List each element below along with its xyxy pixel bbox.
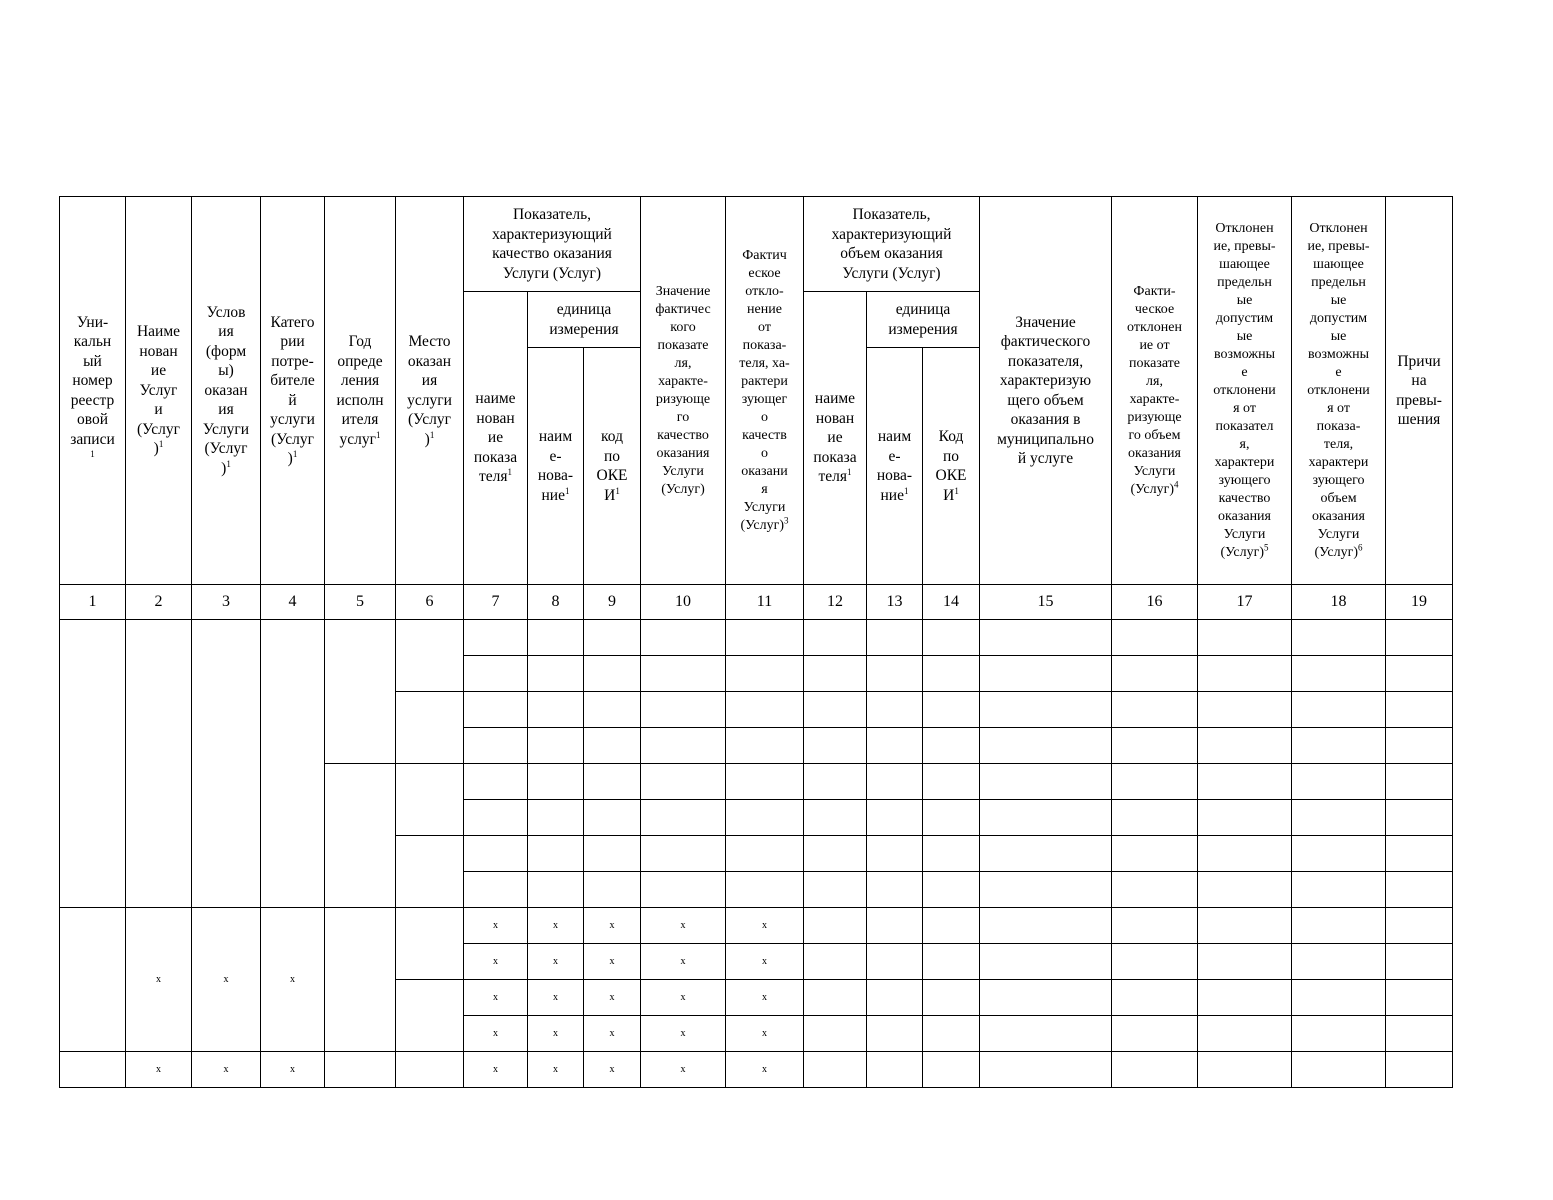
- table-cell[interactable]: [1386, 1016, 1453, 1052]
- table-cell[interactable]: [528, 836, 584, 872]
- table-cell[interactable]: [1112, 656, 1198, 692]
- table-row: [60, 620, 1453, 656]
- x-mark: x: [528, 908, 584, 944]
- table-cell[interactable]: [726, 692, 804, 728]
- table-cell[interactable]: [1112, 1052, 1198, 1088]
- x-mark: x: [261, 1052, 325, 1088]
- table-cell[interactable]: [1112, 692, 1198, 728]
- table-cell[interactable]: [641, 692, 726, 728]
- table-cell[interactable]: [584, 836, 641, 872]
- table-cell[interactable]: [1198, 1052, 1292, 1088]
- table-cell[interactable]: [60, 620, 126, 908]
- x-mark: x: [192, 1052, 261, 1088]
- table-cell[interactable]: [867, 764, 923, 800]
- column-number-row: [60, 585, 1453, 620]
- header-provider-year: Год опреде ления исполн ителя услуг$^1$: [325, 197, 396, 585]
- header-registry-number: Уни- кальн ый номер реестр овой записи $^1$: [60, 197, 126, 585]
- table-cell[interactable]: [584, 764, 641, 800]
- table-cell[interactable]: [528, 764, 584, 800]
- table-cell[interactable]: [1198, 908, 1292, 944]
- table-cell[interactable]: [804, 980, 867, 1016]
- table-cell[interactable]: [923, 944, 980, 980]
- table-cell[interactable]: [464, 656, 528, 692]
- table-cell[interactable]: [980, 656, 1112, 692]
- table-cell[interactable]: [1112, 728, 1198, 764]
- table-cell[interactable]: [980, 764, 1112, 800]
- table-cell[interactable]: [867, 1016, 923, 1052]
- table-cell[interactable]: [1112, 908, 1198, 944]
- table-cell[interactable]: [980, 1052, 1112, 1088]
- header-service-place: Место оказан ия услуги (Услуг )$^1$: [396, 197, 464, 585]
- table-cell[interactable]: [1198, 656, 1292, 692]
- table-cell[interactable]: [923, 908, 980, 944]
- header-volume-indicator-group: Показатель, характеризующий объем оказания Услуги (Услуг): [804, 197, 980, 292]
- table-cell[interactable]: [641, 728, 726, 764]
- table-cell[interactable]: [1386, 692, 1453, 728]
- table-cell[interactable]: [1292, 728, 1386, 764]
- table-cell[interactable]: [126, 620, 192, 908]
- x-mark: x: [584, 1052, 641, 1088]
- table-cell[interactable]: [1112, 944, 1198, 980]
- header-quality-unit-name: наим е- нова- ние$^1$: [528, 348, 584, 585]
- table-cell[interactable]: [867, 620, 923, 656]
- table-cell[interactable]: [396, 1052, 464, 1088]
- table-cell[interactable]: [980, 836, 1112, 872]
- table-cell[interactable]: [584, 728, 641, 764]
- table-cell[interactable]: [528, 620, 584, 656]
- table-cell[interactable]: [726, 872, 804, 908]
- x-mark: x: [528, 1016, 584, 1052]
- table-cell[interactable]: [980, 692, 1112, 728]
- table-cell[interactable]: [1386, 944, 1453, 980]
- table-cell[interactable]: [1386, 1052, 1453, 1088]
- table-cell[interactable]: [980, 908, 1112, 944]
- table-cell[interactable]: [867, 800, 923, 836]
- table-cell[interactable]: [1386, 620, 1453, 656]
- header-service-conditions: Услов ия (форм ы) оказан ия Услуги (Услуг )$^1$: [192, 197, 261, 585]
- report-table: [59, 196, 1453, 1088]
- x-mark: x: [528, 1052, 584, 1088]
- table-cell[interactable]: [464, 872, 528, 908]
- column-number: 6: [396, 585, 464, 620]
- table-cell[interactable]: [923, 692, 980, 728]
- table-cell[interactable]: [1198, 836, 1292, 872]
- table-cell[interactable]: [1198, 872, 1292, 908]
- x-mark: x: [464, 980, 528, 1016]
- table-cell[interactable]: [726, 764, 804, 800]
- table-cell[interactable]: [1292, 836, 1386, 872]
- x-mark: x: [726, 1052, 804, 1088]
- x-mark: x: [528, 980, 584, 1016]
- table-cell[interactable]: [804, 944, 867, 980]
- table-cell[interactable]: [396, 908, 464, 980]
- table-cell[interactable]: [1292, 944, 1386, 980]
- table-cell[interactable]: [980, 728, 1112, 764]
- x-mark: x: [464, 1016, 528, 1052]
- table-cell[interactable]: [641, 872, 726, 908]
- table-cell[interactable]: [584, 800, 641, 836]
- table-cell[interactable]: [584, 872, 641, 908]
- x-mark: x: [726, 944, 804, 980]
- table-cell[interactable]: [1292, 656, 1386, 692]
- column-number: 16: [1112, 585, 1198, 620]
- table-cell[interactable]: [641, 764, 726, 800]
- x-mark: x: [464, 1052, 528, 1088]
- table-cell[interactable]: [528, 872, 584, 908]
- table-row: [60, 908, 1453, 944]
- table-cell[interactable]: [1386, 980, 1453, 1016]
- table-cell[interactable]: [1112, 980, 1198, 1016]
- table-cell[interactable]: [867, 980, 923, 1016]
- table-cell[interactable]: [923, 656, 980, 692]
- column-number: 4: [261, 585, 325, 620]
- table-cell[interactable]: [804, 872, 867, 908]
- table-cell[interactable]: [923, 872, 980, 908]
- table-cell[interactable]: [980, 980, 1112, 1016]
- table-cell[interactable]: [464, 764, 528, 800]
- table-cell[interactable]: [325, 620, 396, 764]
- table-cell[interactable]: [980, 872, 1112, 908]
- table-cell[interactable]: [528, 692, 584, 728]
- column-number: 13: [867, 585, 923, 620]
- table-cell[interactable]: [980, 800, 1112, 836]
- header-quality-actual-deviation: Фактич еское откло- нение от показа- теля, ха- рактери зующег о качеств о оказани я Услуги (Услуг)$^3$: [726, 197, 804, 585]
- table-cell[interactable]: [1198, 800, 1292, 836]
- x-mark: x: [192, 908, 261, 1052]
- table-cell[interactable]: [396, 980, 464, 1052]
- table-cell[interactable]: [584, 692, 641, 728]
- header-service-name: Наиме нован ие Услуг и (Услуг )$^1$: [126, 197, 192, 585]
- table-cell[interactable]: [726, 656, 804, 692]
- table-cell[interactable]: [923, 1016, 980, 1052]
- table-cell[interactable]: [867, 836, 923, 872]
- table-cell[interactable]: [867, 692, 923, 728]
- x-mark: x: [584, 1016, 641, 1052]
- column-number: 17: [1198, 585, 1292, 620]
- table-cell[interactable]: [923, 620, 980, 656]
- table-cell[interactable]: [726, 836, 804, 872]
- table-cell[interactable]: [1292, 908, 1386, 944]
- table-cell[interactable]: [726, 800, 804, 836]
- table-cell[interactable]: [804, 764, 867, 800]
- x-mark: x: [464, 908, 528, 944]
- table-cell[interactable]: [1386, 836, 1453, 872]
- table-cell[interactable]: [1386, 728, 1453, 764]
- header-consumer-categories: Катего рии потре- бителе й услуги (Услуг )$^1$: [261, 197, 325, 585]
- table-cell[interactable]: [1292, 980, 1386, 1016]
- column-number: 8: [528, 585, 584, 620]
- header-quality-excess-deviation: Отклонен ие, превы- шающее предельн ые допустим ые возможны е отклонени я от показател я, характери зующего качество оказания Услуги (Услуг)$^5$: [1198, 197, 1292, 585]
- table-cell[interactable]: [804, 836, 867, 872]
- table-cell[interactable]: [325, 764, 396, 908]
- table-cell[interactable]: [804, 728, 867, 764]
- table-cell[interactable]: [1292, 872, 1386, 908]
- x-mark: x: [584, 944, 641, 980]
- table-row: [60, 1052, 1453, 1088]
- table-cell[interactable]: [923, 980, 980, 1016]
- table-cell[interactable]: [980, 620, 1112, 656]
- table-cell[interactable]: [1112, 1016, 1198, 1052]
- table-cell[interactable]: [1292, 1016, 1386, 1052]
- table-cell[interactable]: [1198, 764, 1292, 800]
- table-cell[interactable]: [1292, 692, 1386, 728]
- x-mark: x: [726, 980, 804, 1016]
- table-cell[interactable]: [980, 1016, 1112, 1052]
- x-mark: x: [584, 908, 641, 944]
- header-quality-unit-group: единица измерения: [528, 292, 641, 348]
- table-cell[interactable]: [923, 1052, 980, 1088]
- table-cell[interactable]: [1292, 620, 1386, 656]
- column-number: 15: [980, 585, 1112, 620]
- table-cell[interactable]: [464, 620, 528, 656]
- table-cell[interactable]: [464, 836, 528, 872]
- table-cell[interactable]: [641, 800, 726, 836]
- x-mark: x: [726, 1016, 804, 1052]
- header-volume-unit-group: единица измерения: [867, 292, 980, 348]
- x-mark: x: [528, 944, 584, 980]
- table-cell[interactable]: [867, 1052, 923, 1088]
- table-cell[interactable]: [396, 836, 464, 908]
- column-number: 1: [60, 585, 126, 620]
- table-cell[interactable]: [1386, 872, 1453, 908]
- x-mark: x: [641, 980, 726, 1016]
- header-volume-indicator-name: наиме нован ие показа теля$^1$: [804, 292, 867, 585]
- table-cell[interactable]: [584, 620, 641, 656]
- table-cell[interactable]: [325, 1052, 396, 1088]
- table-cell[interactable]: [804, 620, 867, 656]
- table-cell[interactable]: [867, 872, 923, 908]
- column-number: 12: [804, 585, 867, 620]
- column-number: 9: [584, 585, 641, 620]
- x-mark: x: [726, 908, 804, 944]
- table-cell[interactable]: [1112, 620, 1198, 656]
- table-cell[interactable]: [641, 620, 726, 656]
- table-cell[interactable]: [584, 656, 641, 692]
- table-cell[interactable]: [1386, 656, 1453, 692]
- table-cell[interactable]: [464, 692, 528, 728]
- column-number: 14: [923, 585, 980, 620]
- table-cell[interactable]: [192, 620, 261, 908]
- table-cell[interactable]: [804, 908, 867, 944]
- table-cell[interactable]: [1112, 800, 1198, 836]
- header-quality-indicator-name: наиме нован ие показа теля$^1$: [464, 292, 528, 585]
- header-volume-actual-deviation: Факти- ческое отклонен ие от показате ля, характе- ризующе го объем оказания Услуги (Услуг)$^4$: [1112, 197, 1198, 585]
- header-volume-unit-code: Код по ОКЕ $И^1$: [923, 348, 980, 585]
- table-cell[interactable]: [261, 620, 325, 908]
- table-cell[interactable]: [867, 728, 923, 764]
- header-quality-unit-code: код по ОКЕ $И^1$: [584, 348, 641, 585]
- table-cell[interactable]: [923, 728, 980, 764]
- table-cell[interactable]: [528, 728, 584, 764]
- table-cell[interactable]: [980, 944, 1112, 980]
- table-cell[interactable]: [867, 908, 923, 944]
- table-cell[interactable]: [923, 836, 980, 872]
- table-cell[interactable]: [1292, 800, 1386, 836]
- header-quality-actual-value: Значение фактичес кого показате ля, характе- ризующе го качество оказания Услуги (Услуг): [641, 197, 726, 585]
- table-cell[interactable]: [396, 620, 464, 692]
- table-cell[interactable]: [396, 764, 464, 836]
- header-quality-indicator-group: Показатель, характеризующий качество оказания Услуги (Услуг): [464, 197, 641, 292]
- x-mark: x: [261, 908, 325, 1052]
- table-cell[interactable]: [923, 764, 980, 800]
- x-mark: x: [641, 908, 726, 944]
- x-mark: x: [584, 980, 641, 1016]
- table-cell[interactable]: [804, 1052, 867, 1088]
- header-volume-unit-name: наим е- нова- ние$^1$: [867, 348, 923, 585]
- table-cell[interactable]: [528, 656, 584, 692]
- table-cell[interactable]: [464, 800, 528, 836]
- table-cell[interactable]: [1386, 764, 1453, 800]
- column-number: 19: [1386, 585, 1453, 620]
- table-cell[interactable]: [1386, 908, 1453, 944]
- table-cell[interactable]: [1198, 728, 1292, 764]
- column-number: 7: [464, 585, 528, 620]
- column-number: 10: [641, 585, 726, 620]
- x-mark: x: [126, 1052, 192, 1088]
- table-cell[interactable]: [804, 1016, 867, 1052]
- column-number: 2: [126, 585, 192, 620]
- column-number: 3: [192, 585, 261, 620]
- table-cell[interactable]: [1112, 836, 1198, 872]
- table-cell[interactable]: [1112, 764, 1198, 800]
- table-cell[interactable]: [396, 692, 464, 764]
- header-volume-excess-deviation: Отклонен ие, превы- шающее предельн ые допустим ые возможны е отклонени я от показа- теля, характери зующего объем оказания Услуги (Услуг)$^6$: [1292, 197, 1386, 585]
- table-cell[interactable]: [804, 656, 867, 692]
- x-mark: x: [641, 1016, 726, 1052]
- table-cell[interactable]: [60, 908, 126, 1052]
- x-mark: x: [126, 908, 192, 1052]
- table-cell[interactable]: [641, 836, 726, 872]
- table-cell[interactable]: [60, 1052, 126, 1088]
- table-cell[interactable]: [325, 908, 396, 1052]
- table-cell[interactable]: [726, 620, 804, 656]
- table-cell[interactable]: [867, 656, 923, 692]
- table-cell[interactable]: [923, 800, 980, 836]
- table-cell[interactable]: [641, 656, 726, 692]
- table-cell[interactable]: [1292, 764, 1386, 800]
- x-mark: x: [464, 944, 528, 980]
- x-mark: x: [641, 944, 726, 980]
- table-cell[interactable]: [1198, 1016, 1292, 1052]
- table-cell[interactable]: [1198, 944, 1292, 980]
- header-volume-actual-value: Значение фактического показателя, характеризую щего объем оказания в муниципально й услуге: [980, 197, 1112, 585]
- table-cell[interactable]: [726, 728, 804, 764]
- table-cell[interactable]: [464, 728, 528, 764]
- column-number: 11: [726, 585, 804, 620]
- table-cell[interactable]: [867, 944, 923, 980]
- table-cell[interactable]: [1292, 1052, 1386, 1088]
- table-cell[interactable]: [804, 692, 867, 728]
- table-cell[interactable]: [1198, 980, 1292, 1016]
- column-number: 5: [325, 585, 396, 620]
- column-number: 18: [1292, 585, 1386, 620]
- x-mark: x: [641, 1052, 726, 1088]
- table-cell[interactable]: [1198, 692, 1292, 728]
- table-cell[interactable]: [1198, 620, 1292, 656]
- table-cell[interactable]: [1386, 800, 1453, 836]
- header-excess-reason: Причи на превы- шения: [1386, 197, 1453, 585]
- table-cell[interactable]: [528, 800, 584, 836]
- table-cell[interactable]: [804, 800, 867, 836]
- table-cell[interactable]: [1112, 872, 1198, 908]
